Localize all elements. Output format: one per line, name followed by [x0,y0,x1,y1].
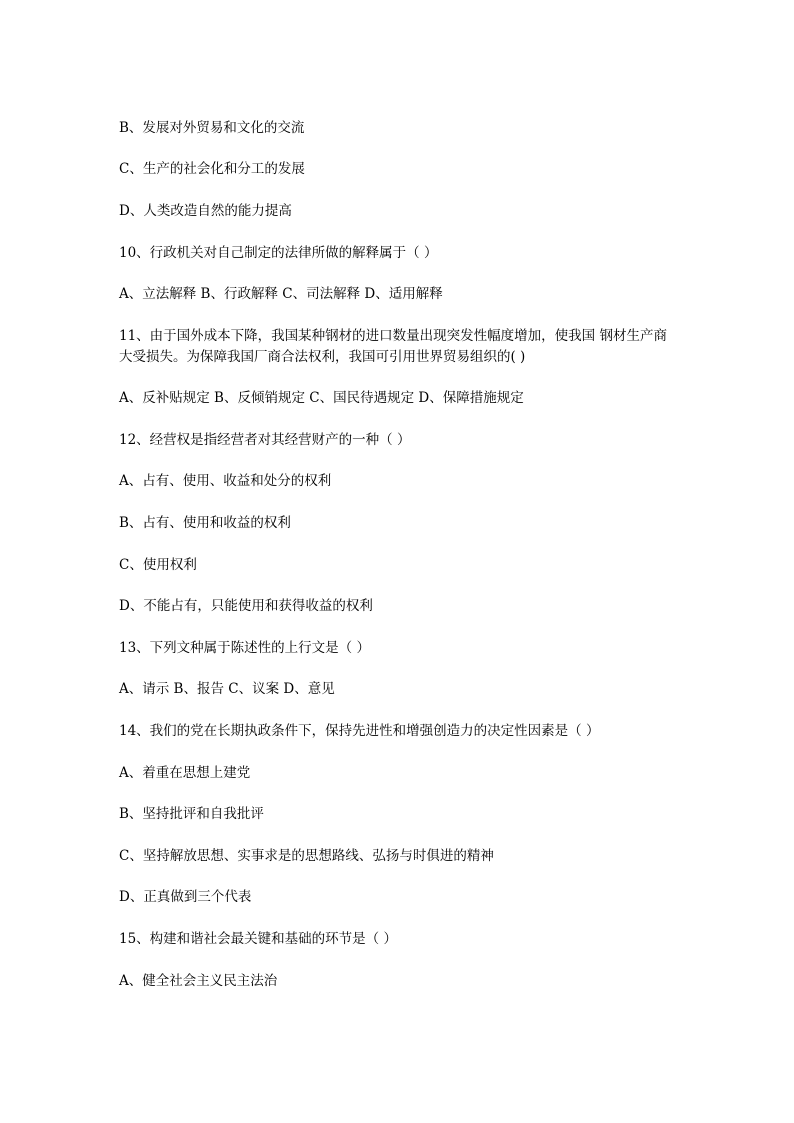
option-line: A、健全社会主义民主法治 [119,973,278,989]
option-line: B、坚持批评和自我批评 [119,806,264,822]
question-line: 15、构建和谐社会最关键和基础的环节是（ ） [119,931,397,947]
option-line: A、反补贴规定 B、反倾销规定 C、国民待遇规定 D、保障措施规定 [119,390,524,406]
option-line: A、请示 B、报告 C、议案 D、意见 [119,681,335,697]
question-line: 10、行政机关对自己制定的法律所做的解释属于（ ） [119,245,438,261]
question-line: 14、我们的党在长期执政条件下，保持先进性和增强创造力的决定性因素是（ ） [119,723,600,739]
question-line: 11、由于国外成本下降，我国某种钢材的进口数量出现突发性幅度增加，使我国 钢材生产商大受损失。为保障我国厂商合法权利，我国可引用世界贸易组织的( ) [119,328,667,365]
option-line: B、发展对外贸易和文化的交流 [119,120,305,136]
option-line: D、人类改造自然的能力提高 [119,203,292,219]
option-line: C、坚持解放思想、实事求是的思想路线、弘扬与时俱进的精神 [119,848,494,864]
option-line: D、不能占有，只能使用和获得收益的权利 [119,598,373,614]
option-line: C、使用权利 [119,557,197,573]
option-line: C、生产的社会化和分工的发展 [119,161,305,177]
question-line: 13、下列文种属于陈述性的上行文是（ ） [119,640,370,656]
option-line: A、立法解释 B、行政解释 C、司法解释 D、适用解释 [119,286,443,302]
option-line: D、正真做到三个代表 [119,889,252,905]
option-line: A、着重在思想上建党 [119,765,251,781]
question-line: 12、经营权是指经营者对其经营财产的一种（ ） [119,432,411,448]
option-line: B、占有、使用和收益的权利 [119,515,291,531]
option-line: A、占有、使用、收益和处分的权利 [119,473,332,489]
